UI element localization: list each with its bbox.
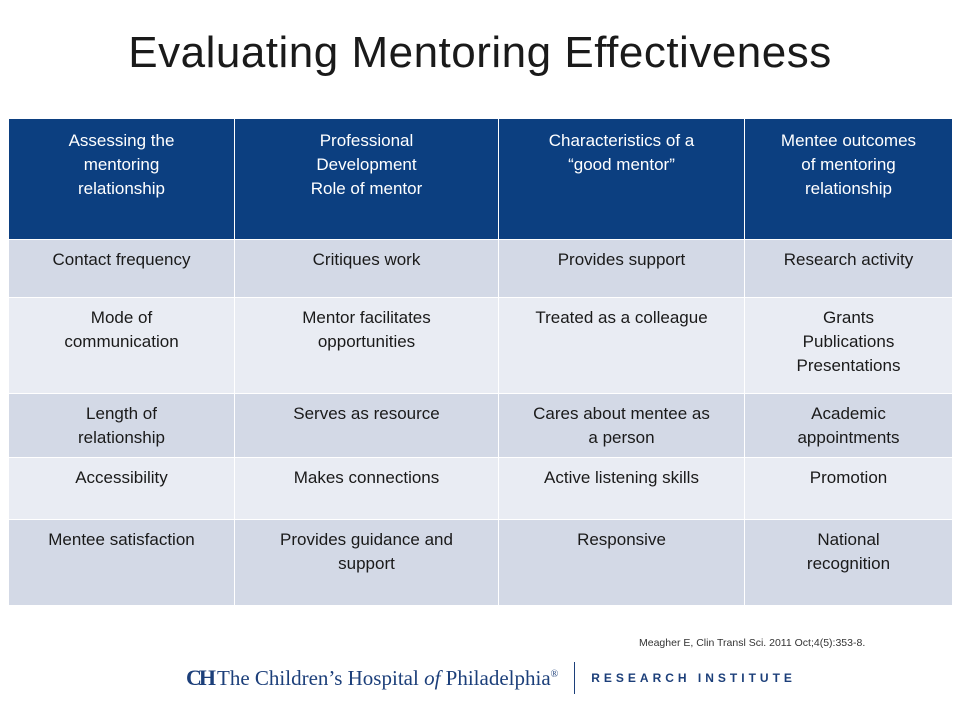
table-header-row	[9, 119, 953, 240]
table-cell: Provides guidance and support	[235, 520, 499, 606]
table-row	[9, 458, 953, 520]
table-cell: National recognition	[745, 520, 953, 606]
footer-divider	[574, 662, 575, 694]
table-cell: Promotion	[745, 458, 953, 520]
footer-logo	[186, 660, 796, 696]
column-header: Characteristics of a “good mentor”	[499, 119, 745, 240]
column-header: Assessing the mentoring relationship	[9, 119, 235, 240]
table-cell: Critiques work	[235, 240, 499, 298]
column-header: Mentee outcomes of mentoring relationship	[745, 119, 953, 240]
table-row	[9, 520, 953, 606]
table-cell: Active listening skills	[499, 458, 745, 520]
slide-title: Evaluating Mentoring Effectiveness	[128, 28, 832, 77]
research-institute-label: RESEARCH INSTITUTE	[591, 671, 796, 685]
column-header: Professional Development Role of mentor	[235, 119, 499, 240]
hospital-name: The Children’s Hospital of Philadelphia®	[217, 665, 559, 690]
table-cell: Cares about mentee as a person	[499, 394, 745, 458]
table-cell: Research activity	[745, 240, 953, 298]
table-cell: Mentee satisfaction	[9, 520, 235, 606]
table-cell: Grants Publications Presentations	[745, 298, 953, 394]
table-cell: Treated as a colleague	[499, 298, 745, 394]
table-row	[9, 240, 953, 298]
table-cell: Academic appointments	[745, 394, 953, 458]
table-cell: Contact frequency	[9, 240, 235, 298]
table-cell: Mode of communication	[9, 298, 235, 394]
table-cell: Accessibility	[9, 458, 235, 520]
table-cell: Mentor facilitates opportunities	[235, 298, 499, 394]
chop-logo-icon: CH	[186, 665, 213, 690]
table-cell: Makes connections	[235, 458, 499, 520]
citation: Meagher E, Clin Transl Sci. 2011 Oct;4(5):353-8.	[639, 637, 866, 649]
mentoring-table	[8, 118, 953, 606]
table-cell: Provides support	[499, 240, 745, 298]
table-cell: Length of relationship	[9, 394, 235, 458]
table-row	[9, 298, 953, 394]
table-row	[9, 394, 953, 458]
table-cell: Serves as resource	[235, 394, 499, 458]
table-cell: Responsive	[499, 520, 745, 606]
